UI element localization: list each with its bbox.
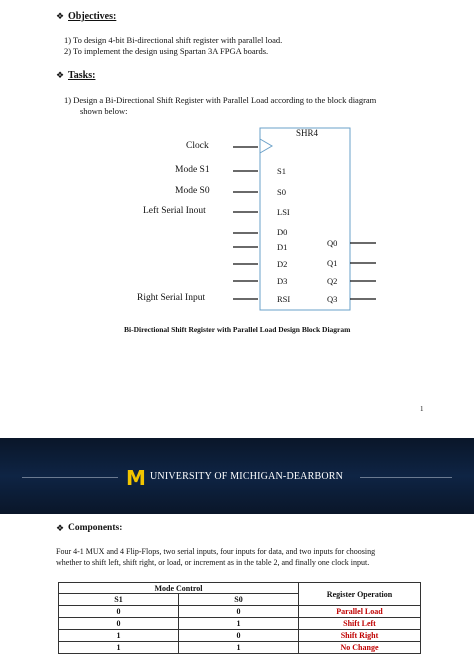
- bullet-diamond-icon: ❖: [56, 70, 65, 80]
- table-row: [59, 618, 421, 630]
- objectives-heading: Objectives:: [68, 11, 117, 22]
- objective-item-1: 1) To design 4-bit Bi-directional shift register with parallel load.: [64, 35, 283, 45]
- table-row: [59, 630, 421, 642]
- label-mode-s0: Mode S0: [175, 186, 210, 196]
- pin-s0: S0: [277, 187, 286, 197]
- s1-cell: 0: [59, 606, 179, 618]
- operation-cell: No Change: [299, 642, 421, 654]
- s1-cell: 0: [59, 618, 179, 630]
- operation-cell: Parallel Load: [299, 606, 421, 618]
- block-name: SHR4: [296, 128, 319, 138]
- banner-rule-right: [360, 477, 452, 478]
- s1-cell: 1: [59, 642, 179, 654]
- bullet-diamond-icon: ❖: [56, 11, 65, 21]
- pin-d2: D2: [277, 259, 288, 269]
- s0-cell: 0: [179, 606, 299, 618]
- pin-d3: D3: [277, 276, 288, 286]
- bullet-diamond-icon: ❖: [56, 523, 65, 533]
- s0-cell: 1: [179, 642, 299, 654]
- label-clock: Clock: [186, 141, 209, 151]
- pin-d1: D1: [277, 242, 288, 252]
- clock-triangle-icon: [260, 139, 272, 153]
- table-row: [59, 606, 421, 618]
- s0-cell: 1: [179, 618, 299, 630]
- components-text-line-1: Four 4-1 MUX and 4 Flip-Flops, two serial inputs, four inputs for data, and two inputs for choosing: [56, 547, 376, 556]
- operation-cell: Shift Right: [299, 630, 421, 642]
- table-row: [59, 642, 421, 654]
- operation-cell: Shift Left: [299, 618, 421, 630]
- pin-s1: S1: [277, 166, 286, 176]
- tasks-heading: Tasks:: [68, 70, 96, 81]
- label-mode-s1: Mode S1: [175, 165, 210, 175]
- mode-control-header: Mode Control: [59, 583, 299, 594]
- university-banner: [0, 438, 474, 514]
- input-lines: [233, 147, 258, 299]
- task-item-1-line-2: shown below:: [80, 106, 128, 116]
- pin-q3: Q3: [327, 294, 338, 304]
- block-m-logo-icon: M: [126, 466, 145, 490]
- label-right-serial-input: Right Serial Input: [137, 293, 206, 303]
- components-text-line-2: whether to shift left, shift right, or load, or increment as in the table 2, and finally one clock input.: [56, 558, 370, 567]
- objective-item-2: 2) To implement the design using Spartan 3A FPGA boards.: [64, 46, 269, 56]
- pin-q1: Q1: [327, 258, 338, 268]
- pin-lsi: LSI: [277, 207, 290, 217]
- components-heading: Components:: [68, 523, 123, 533]
- label-left-serial-input: Left Serial Inout: [143, 206, 206, 216]
- diagram-caption: Bi-Directional Shift Register with Parallel Load Design Block Diagram: [124, 325, 351, 334]
- output-lines: [350, 243, 376, 299]
- task-item-1-line-1: 1) Design a Bi-Directional Shift Register with Parallel Load according to the block diagram: [64, 95, 377, 105]
- banner-rule-left: [22, 477, 118, 478]
- mode-control-table: [58, 582, 421, 654]
- pin-q2: Q2: [327, 276, 338, 286]
- pin-rsi: RSI: [277, 294, 291, 304]
- s1-header: S1: [59, 594, 179, 606]
- university-name: UNIVERSITY OF MICHIGAN-DEARBORN: [150, 471, 344, 482]
- page-number: 1: [420, 405, 424, 413]
- s1-cell: 1: [59, 630, 179, 642]
- pin-q0: Q0: [327, 238, 338, 248]
- s0-cell: 0: [179, 630, 299, 642]
- register-operation-header: Register Operation: [299, 583, 421, 606]
- pin-d0: D0: [277, 227, 288, 237]
- s0-header: S0: [179, 594, 299, 606]
